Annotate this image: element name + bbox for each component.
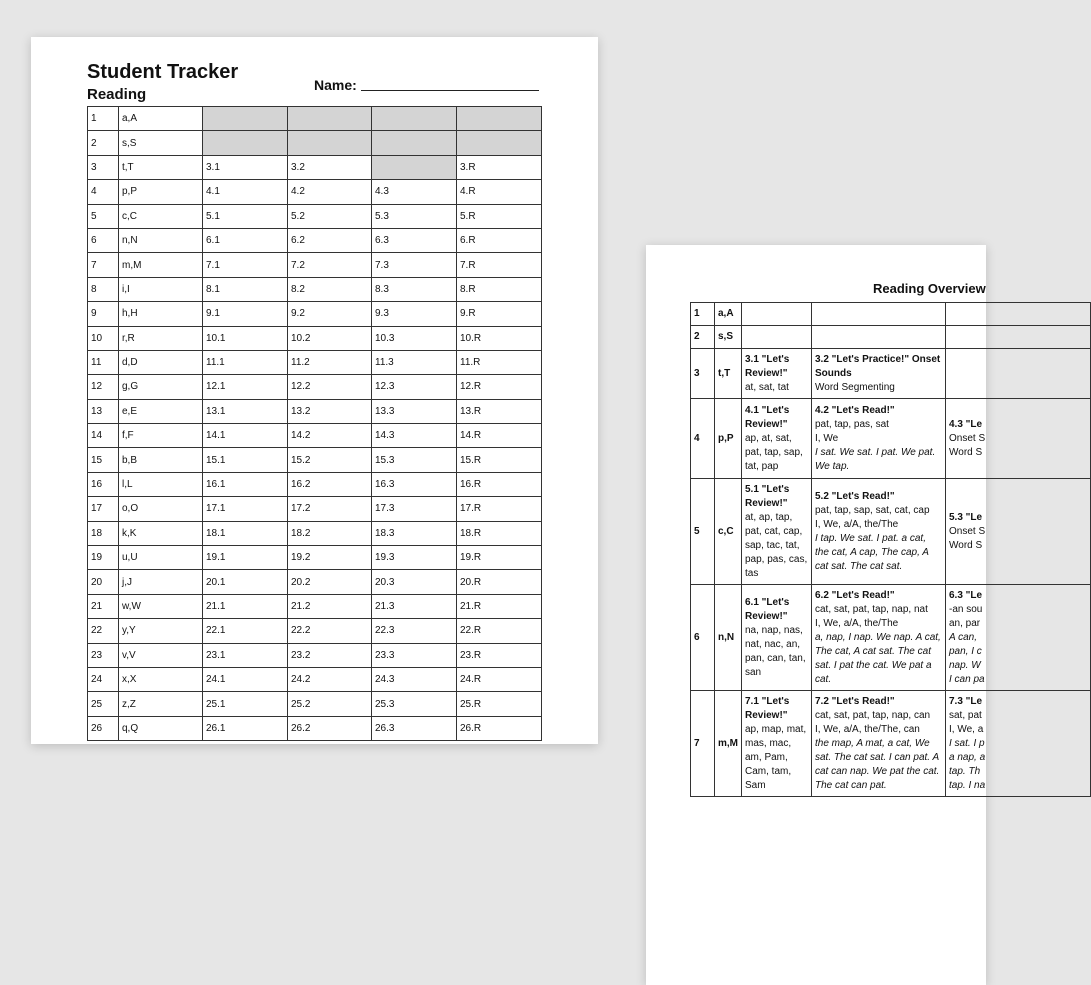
row-number: 6 <box>691 585 715 691</box>
lesson-cell-3: 13.3 <box>372 399 457 423</box>
lesson-description-2 <box>812 691 946 797</box>
lesson-cell-2: 19.2 <box>288 546 372 570</box>
lesson-text-line: 7.1 "Let's Review!" <box>745 695 790 721</box>
table-row <box>88 448 542 472</box>
lesson-text-line: I sat. I p <box>949 737 985 749</box>
lesson-cell-3: 17.3 <box>372 497 457 521</box>
lesson-description-2 <box>812 479 946 585</box>
lesson-text-line: an, par <box>949 617 981 629</box>
lesson-text-line: 6.2 "Let's Read!" <box>815 589 895 601</box>
row-number: 1 <box>88 107 119 131</box>
letter-pair: g,G <box>119 375 203 399</box>
lesson-cell-1: 12.1 <box>203 375 288 399</box>
table-row <box>88 277 542 301</box>
lesson-cell-review: 16.R <box>457 472 542 496</box>
letter-pair: t,T <box>119 155 203 179</box>
lesson-cell-2: 14.2 <box>288 424 372 448</box>
lesson-cell-1: 26.1 <box>203 716 288 740</box>
lesson-cell-3: 19.3 <box>372 546 457 570</box>
lesson-cell-1: 17.1 <box>203 497 288 521</box>
table-row <box>691 326 1091 349</box>
table-row <box>691 479 1091 585</box>
lesson-cell-review: 12.R <box>457 375 542 399</box>
lesson-cell-3: 5.3 <box>372 204 457 228</box>
letter-pair: q,Q <box>119 716 203 740</box>
lesson-cell-2: 21.2 <box>288 594 372 618</box>
row-number: 3 <box>691 349 715 399</box>
row-number: 4 <box>691 399 715 479</box>
lesson-cell-3: 10.3 <box>372 326 457 350</box>
lesson-cell-2: 20.2 <box>288 570 372 594</box>
row-number: 8 <box>88 277 119 301</box>
table-row <box>88 716 542 740</box>
letter-pair: f,F <box>119 424 203 448</box>
table-row <box>88 594 542 618</box>
lesson-cell-1: 15.1 <box>203 448 288 472</box>
lesson-text-line: 7.2 "Let's Read!" <box>815 695 895 707</box>
letter-pair: u,U <box>119 546 203 570</box>
lesson-text-line: 6.1 "Let's Review!" <box>745 596 790 622</box>
table-row <box>88 546 542 570</box>
table-row <box>88 253 542 277</box>
lesson-cell-1: 8.1 <box>203 277 288 301</box>
row-number: 3 <box>88 155 119 179</box>
table-row <box>88 107 542 131</box>
table-row <box>88 424 542 448</box>
lesson-cell-3: 8.3 <box>372 277 457 301</box>
lesson-text-line: 4.3 "Le <box>949 418 983 430</box>
lesson-text-line: 5.2 "Let's Read!" <box>815 490 895 502</box>
lesson-text-line: at, sat, tat <box>745 381 789 393</box>
lesson-text-line: cat, sat, pat, tap, nap, nat <box>815 603 928 615</box>
lesson-cell-2: 15.2 <box>288 448 372 472</box>
lesson-text-line: ap, map, mat, mas, mac, am, Pam, Cam, tam, Sam <box>745 723 807 791</box>
lesson-cell-1: 7.1 <box>203 253 288 277</box>
lesson-cell-review: 13.R <box>457 399 542 423</box>
row-number: 24 <box>88 667 119 691</box>
row-number: 17 <box>88 497 119 521</box>
lesson-cell-1: 4.1 <box>203 180 288 204</box>
letter-pair: d,D <box>119 350 203 374</box>
lesson-text-line: Onset S <box>949 525 986 537</box>
table-row <box>691 585 1091 691</box>
name-blank-line <box>361 90 539 91</box>
lesson-cell-2: 22.2 <box>288 619 372 643</box>
lesson-text-line: -an sou <box>949 603 983 615</box>
letter-pair: j,J <box>119 570 203 594</box>
lesson-description-3 <box>946 349 1091 399</box>
lesson-text-line: I, We, a/A, the/The <box>815 518 899 530</box>
lesson-text-line: pat, tap, sap, sat, cat, cap <box>815 504 930 516</box>
lesson-cell-2: 4.2 <box>288 180 372 204</box>
lesson-cell-2: 10.2 <box>288 326 372 350</box>
lesson-cell-review: 22.R <box>457 619 542 643</box>
lesson-description-1 <box>742 691 812 797</box>
lesson-cell-review <box>457 107 542 131</box>
lesson-text-line: Onset S <box>949 432 986 444</box>
lesson-cell-3 <box>372 107 457 131</box>
lesson-cell-1: 11.1 <box>203 350 288 374</box>
row-number: 13 <box>88 399 119 423</box>
table-row <box>691 349 1091 399</box>
lesson-cell-review: 3.R <box>457 155 542 179</box>
lesson-cell-review: 10.R <box>457 326 542 350</box>
letter-pair: h,H <box>119 302 203 326</box>
lesson-cell-1: 21.1 <box>203 594 288 618</box>
row-number: 26 <box>88 716 119 740</box>
lesson-cell-review: 15.R <box>457 448 542 472</box>
lesson-cell-review: 21.R <box>457 594 542 618</box>
table-row <box>88 375 542 399</box>
letter-pair: i,I <box>119 277 203 301</box>
table-row <box>88 521 542 545</box>
name-label: Name: <box>314 77 357 93</box>
letter-pair: m,M <box>119 253 203 277</box>
lesson-cell-review: 26.R <box>457 716 542 740</box>
lesson-cell-review: 18.R <box>457 521 542 545</box>
lesson-cell-3: 7.3 <box>372 253 457 277</box>
lesson-description-3 <box>946 399 1091 479</box>
lesson-description-1 <box>742 326 812 349</box>
lesson-cell-review: 20.R <box>457 570 542 594</box>
lesson-text-line: a, nap, I nap. We nap. A cat, The cat, A cat sat. The cat sat. I pat the cat. We pat a cat. <box>815 631 941 685</box>
lesson-cell-3: 11.3 <box>372 350 457 374</box>
lesson-cell-1: 19.1 <box>203 546 288 570</box>
lesson-text-line: 4.1 "Let's Review!" <box>745 404 790 430</box>
letter-pair: a,A <box>715 303 742 326</box>
lesson-cell-3 <box>372 155 457 179</box>
lesson-cell-1: 18.1 <box>203 521 288 545</box>
row-number: 4 <box>88 180 119 204</box>
lesson-text-line: ap, at, sat, pat, tap, sap, tat, pap <box>745 432 803 472</box>
lesson-cell-2: 7.2 <box>288 253 372 277</box>
lesson-text-line: cat, sat, pat, tap, nap, can <box>815 709 931 721</box>
lesson-cell-2: 6.2 <box>288 228 372 252</box>
lesson-text-line: I, We, a <box>949 723 984 735</box>
lesson-cell-3: 4.3 <box>372 180 457 204</box>
lesson-description-3 <box>946 326 1091 349</box>
table-row <box>691 399 1091 479</box>
row-number: 21 <box>88 594 119 618</box>
lesson-cell-review: 4.R <box>457 180 542 204</box>
letter-pair: s,S <box>119 131 203 155</box>
lesson-text-line: 3.2 "Let's Practice!" Onset Sounds <box>815 353 941 379</box>
lesson-cell-3: 18.3 <box>372 521 457 545</box>
lesson-cell-2: 3.2 <box>288 155 372 179</box>
lesson-cell-1: 10.1 <box>203 326 288 350</box>
lesson-text-line: sat, pat <box>949 709 982 721</box>
lesson-cell-2: 13.2 <box>288 399 372 423</box>
lesson-description-1 <box>742 479 812 585</box>
lesson-cell-1: 3.1 <box>203 155 288 179</box>
lesson-cell-1: 13.1 <box>203 399 288 423</box>
letter-pair: r,R <box>119 326 203 350</box>
letter-pair: o,O <box>119 497 203 521</box>
table-row <box>88 643 542 667</box>
lesson-cell-review <box>457 131 542 155</box>
letter-pair: c,C <box>715 479 742 585</box>
lesson-cell-1: 16.1 <box>203 472 288 496</box>
table-row <box>88 497 542 521</box>
letter-pair: y,Y <box>119 619 203 643</box>
lesson-cell-2: 16.2 <box>288 472 372 496</box>
table-row <box>88 204 542 228</box>
lesson-cell-2: 11.2 <box>288 350 372 374</box>
lesson-cell-1: 25.1 <box>203 692 288 716</box>
lesson-description-2 <box>812 349 946 399</box>
lesson-cell-review: 5.R <box>457 204 542 228</box>
table-row <box>88 350 542 374</box>
table-row <box>88 667 542 691</box>
lesson-cell-1: 22.1 <box>203 619 288 643</box>
lesson-description-2 <box>812 303 946 326</box>
lesson-cell-1: 14.1 <box>203 424 288 448</box>
table-row <box>88 472 542 496</box>
letter-pair: x,X <box>119 667 203 691</box>
lesson-cell-review: 6.R <box>457 228 542 252</box>
lesson-cell-2: 5.2 <box>288 204 372 228</box>
letter-pair: k,K <box>119 521 203 545</box>
lesson-cell-review: 17.R <box>457 497 542 521</box>
table-row <box>691 303 1091 326</box>
lesson-cell-review: 8.R <box>457 277 542 301</box>
letter-pair: a,A <box>119 107 203 131</box>
table-row <box>88 180 542 204</box>
page-title: Student Tracker <box>87 61 239 83</box>
lesson-text-line: pan, I c <box>949 645 982 657</box>
lesson-cell-1: 5.1 <box>203 204 288 228</box>
lesson-cell-1: 9.1 <box>203 302 288 326</box>
lesson-cell-review: 11.R <box>457 350 542 374</box>
lesson-cell-2: 25.2 <box>288 692 372 716</box>
lesson-text-line: nap. W <box>949 659 981 671</box>
lesson-text-line: tap. Th <box>949 765 981 777</box>
letter-pair: v,V <box>119 643 203 667</box>
lesson-text-line: I can pa <box>949 673 985 685</box>
lesson-description-1 <box>742 349 812 399</box>
row-number: 11 <box>88 350 119 374</box>
letter-pair: b,B <box>119 448 203 472</box>
lesson-cell-review: 25.R <box>457 692 542 716</box>
lesson-cell-review: 23.R <box>457 643 542 667</box>
row-number: 16 <box>88 472 119 496</box>
lesson-text-line: pat, tap, pas, sat <box>815 418 889 430</box>
letter-pair: p,P <box>119 180 203 204</box>
letter-pair: s,S <box>715 326 742 349</box>
lesson-text-line: I sat. We sat. I pat. We pat. We tap. <box>815 446 936 472</box>
letter-pair: n,N <box>119 228 203 252</box>
row-number: 5 <box>88 204 119 228</box>
lesson-cell-2: 9.2 <box>288 302 372 326</box>
row-number: 9 <box>88 302 119 326</box>
lesson-text-line: tap. I na <box>949 779 986 791</box>
row-number: 20 <box>88 570 119 594</box>
overview-title: Reading Overview <box>873 281 986 296</box>
lesson-cell-3: 6.3 <box>372 228 457 252</box>
lesson-cell-review: 7.R <box>457 253 542 277</box>
lesson-cell-3: 20.3 <box>372 570 457 594</box>
lesson-cell-3 <box>372 131 457 155</box>
lesson-description-3 <box>946 303 1091 326</box>
row-number: 25 <box>88 692 119 716</box>
lesson-text-line: 7.3 "Le <box>949 695 983 707</box>
lesson-cell-review: 14.R <box>457 424 542 448</box>
lesson-cell-review: 19.R <box>457 546 542 570</box>
page-subtitle: Reading <box>87 86 147 103</box>
tracker-table <box>87 106 542 741</box>
lesson-cell-3: 16.3 <box>372 472 457 496</box>
row-number: 15 <box>88 448 119 472</box>
table-row <box>88 399 542 423</box>
lesson-cell-1: 6.1 <box>203 228 288 252</box>
row-number: 12 <box>88 375 119 399</box>
lesson-text-line: na, nap, nas, nat, nac, an, pan, can, tan, san <box>745 624 806 678</box>
lesson-cell-2 <box>288 107 372 131</box>
reading-overview-page <box>646 245 986 985</box>
row-number: 7 <box>691 691 715 797</box>
lesson-description-3 <box>946 691 1091 797</box>
row-number: 23 <box>88 643 119 667</box>
letter-pair: z,Z <box>119 692 203 716</box>
student-tracker-page <box>31 37 598 744</box>
row-number: 22 <box>88 619 119 643</box>
lesson-cell-1: 24.1 <box>203 667 288 691</box>
lesson-text-line: Word S <box>949 446 983 458</box>
lesson-text-line: 5.1 "Let's Review!" <box>745 483 790 509</box>
lesson-cell-3: 12.3 <box>372 375 457 399</box>
lesson-description-2 <box>812 399 946 479</box>
lesson-text-line: at, ap, tap, pat, cat, cap, sap, tac, tat, pap, pas, cas, tas <box>745 511 808 579</box>
lesson-text-line: 5.3 "Le <box>949 511 983 523</box>
lesson-cell-review: 24.R <box>457 667 542 691</box>
lesson-cell-1 <box>203 131 288 155</box>
letter-pair: c,C <box>119 204 203 228</box>
row-number: 1 <box>691 303 715 326</box>
table-row <box>88 326 542 350</box>
letter-pair: w,W <box>119 594 203 618</box>
lesson-description-2 <box>812 326 946 349</box>
letter-pair: n,N <box>715 585 742 691</box>
lesson-cell-3: 24.3 <box>372 667 457 691</box>
lesson-cell-1: 20.1 <box>203 570 288 594</box>
lesson-text-line: 4.2 "Let's Read!" <box>815 404 895 416</box>
row-number: 18 <box>88 521 119 545</box>
lesson-cell-1 <box>203 107 288 131</box>
lesson-text-line: the map, A mat, a cat, We sat. The cat sat. I can pat. A cat can nap. We pat the cat. The cat can pat. <box>815 737 940 791</box>
lesson-description-1 <box>742 303 812 326</box>
lesson-cell-3: 23.3 <box>372 643 457 667</box>
lesson-text-line: Word S <box>949 539 983 551</box>
letter-pair: t,T <box>715 349 742 399</box>
lesson-cell-2: 18.2 <box>288 521 372 545</box>
lesson-text-line: I, We <box>815 432 839 444</box>
lesson-description-2 <box>812 585 946 691</box>
row-number: 5 <box>691 479 715 585</box>
lesson-description-1 <box>742 399 812 479</box>
lesson-cell-2: 26.2 <box>288 716 372 740</box>
lesson-cell-3: 14.3 <box>372 424 457 448</box>
overview-table <box>690 302 1091 797</box>
lesson-cell-2 <box>288 131 372 155</box>
lesson-cell-2: 24.2 <box>288 667 372 691</box>
table-row <box>88 570 542 594</box>
lesson-text-line: I tap. We sat. I pat. a cat, the cat, A cap, The cap, A cat sat. The cat sat. <box>815 532 929 572</box>
table-row <box>88 692 542 716</box>
lesson-text-line: I, We, a/A, the/The <box>815 617 899 629</box>
lesson-description-3 <box>946 585 1091 691</box>
lesson-text-line: a nap, a <box>949 751 986 763</box>
lesson-text-line: 3.1 "Let's Review!" <box>745 353 790 379</box>
row-number: 10 <box>88 326 119 350</box>
lesson-cell-3: 22.3 <box>372 619 457 643</box>
lesson-cell-3: 15.3 <box>372 448 457 472</box>
lesson-text-line: I, We, a/A, the/The, can <box>815 723 920 735</box>
lesson-cell-3: 25.3 <box>372 692 457 716</box>
row-number: 7 <box>88 253 119 277</box>
lesson-cell-2: 17.2 <box>288 497 372 521</box>
lesson-cell-1: 23.1 <box>203 643 288 667</box>
lesson-text-line: 6.3 "Le <box>949 589 983 601</box>
lesson-cell-review: 9.R <box>457 302 542 326</box>
letter-pair: e,E <box>119 399 203 423</box>
lesson-cell-3: 26.3 <box>372 716 457 740</box>
table-row <box>691 691 1091 797</box>
row-number: 14 <box>88 424 119 448</box>
lesson-cell-2: 8.2 <box>288 277 372 301</box>
table-row <box>88 302 542 326</box>
table-row <box>88 619 542 643</box>
lesson-text-line: A can, <box>949 631 977 643</box>
table-row <box>88 228 542 252</box>
lesson-cell-2: 23.2 <box>288 643 372 667</box>
letter-pair: p,P <box>715 399 742 479</box>
row-number: 2 <box>88 131 119 155</box>
lesson-cell-3: 9.3 <box>372 302 457 326</box>
lesson-description-1 <box>742 585 812 691</box>
row-number: 19 <box>88 546 119 570</box>
lesson-cell-2: 12.2 <box>288 375 372 399</box>
letter-pair: m,M <box>715 691 742 797</box>
row-number: 6 <box>88 228 119 252</box>
table-row <box>88 155 542 179</box>
letter-pair: l,L <box>119 472 203 496</box>
table-row <box>88 131 542 155</box>
lesson-description-3 <box>946 479 1091 585</box>
row-number: 2 <box>691 326 715 349</box>
lesson-cell-3: 21.3 <box>372 594 457 618</box>
lesson-text-line: Word Segmenting <box>815 381 895 393</box>
